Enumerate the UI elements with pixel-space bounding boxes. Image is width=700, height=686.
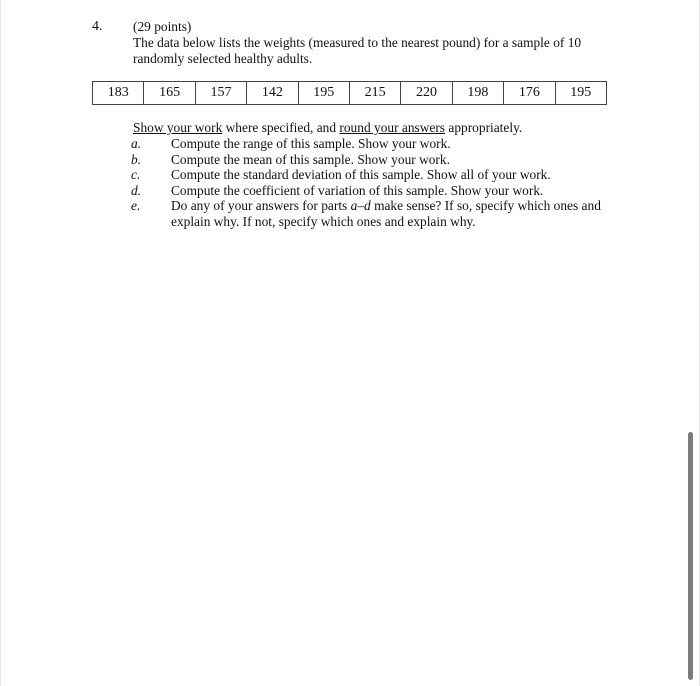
part-letter: d.: [131, 182, 142, 198]
part-text-after: make sense? If so, specify which ones and explain why. If not, specify which ones and explain why.: [171, 198, 601, 229]
table-cell: 157: [195, 82, 246, 105]
table-cell: 183: [93, 82, 144, 105]
part-letter: e.: [131, 198, 141, 213]
show-work-text: Show your work: [133, 120, 223, 135]
question-description-line-1: The data below lists the weights (measured to the nearest pound) for a sample of 10: [133, 35, 582, 50]
table-cell: 198: [452, 82, 503, 105]
question-description-line-2: randomly selected healthy adults.: [133, 51, 313, 66]
table-row: [93, 82, 607, 105]
part-letter: a.: [131, 136, 142, 151]
table-cell: 142: [247, 82, 298, 105]
part-b: [131, 152, 601, 168]
question-points: (29 points): [133, 19, 192, 34]
part-e: [131, 198, 601, 229]
scrollbar-thumb[interactable]: [688, 432, 693, 680]
part-text: Compute the coefficient of variation of this sample. Show your work.: [171, 182, 544, 198]
table-cell: 220: [401, 82, 452, 105]
question-number: 4.: [92, 19, 103, 34]
part-letter: c.: [131, 167, 141, 182]
table-cell: 215: [349, 82, 400, 105]
part-letter: b.: [131, 151, 142, 167]
part-a: [131, 136, 601, 152]
round-answers-text: round your answers: [339, 120, 446, 135]
part-text: Compute the standard deviation of this sample. Show all of your work.: [171, 167, 551, 182]
weights-table: [92, 81, 607, 105]
part-text: Compute the mean of this sample. Show your work.: [171, 151, 450, 167]
part-range: a–d: [350, 198, 371, 213]
table-cell: 165: [144, 82, 195, 105]
question-parts: [131, 136, 601, 229]
part-text: [171, 198, 601, 229]
part-text-before: Do any of your answers for parts: [171, 198, 351, 213]
table-cell: 176: [504, 82, 555, 105]
part-d: [131, 183, 601, 199]
question-header: [133, 19, 581, 67]
instructions-end: appropriately.: [445, 120, 523, 135]
part-text: Compute the range of this sample. Show your work.: [171, 136, 451, 151]
table-cell: 195: [298, 82, 349, 105]
instructions-middle: where specified, and: [222, 120, 340, 135]
instructions: [133, 120, 522, 136]
part-c: [131, 167, 601, 183]
table-cell: 195: [555, 82, 606, 105]
